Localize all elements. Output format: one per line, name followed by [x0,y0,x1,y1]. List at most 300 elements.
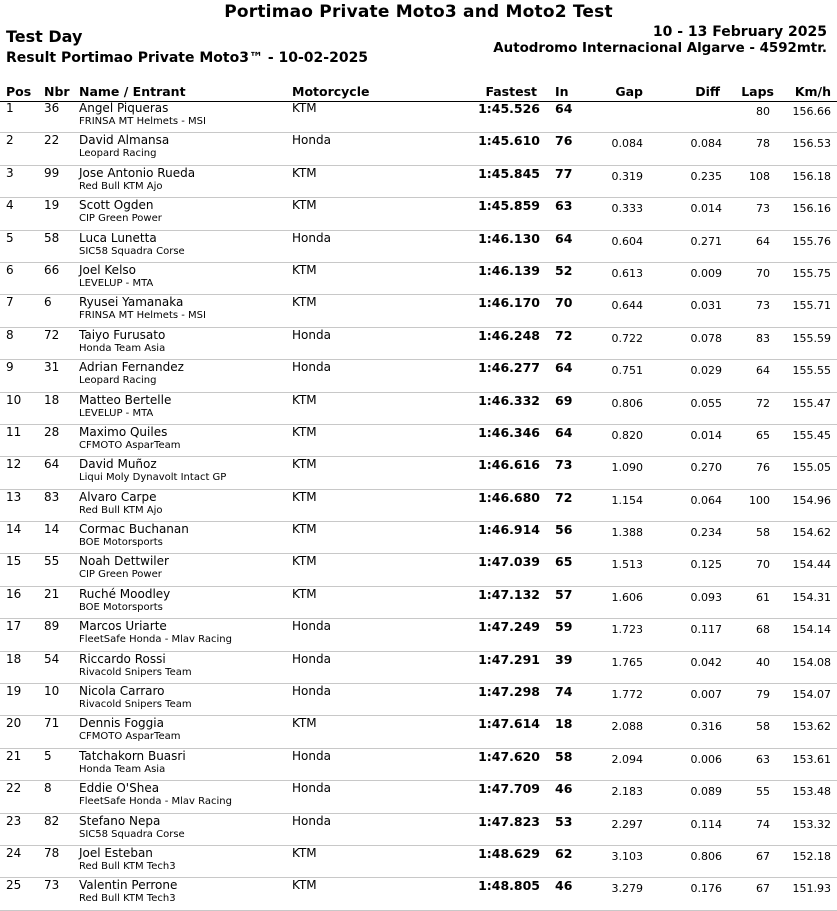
pos-cell: 8 [6,327,14,342]
entrant-name: CFMOTO AsparTeam [79,439,181,451]
motorcycle-cell: KTM [292,165,317,180]
gap-cell: 2.094 [611,752,643,766]
in-lap-cell: 70 [555,295,573,311]
motorcycle-cell: KTM [292,424,317,439]
gap-cell: 3.103 [611,849,643,863]
motorcycle-cell: KTM [292,101,317,115]
laps-cell: 58 [756,526,770,540]
entrant-name: CIP Green Power [79,569,162,581]
table-row [0,360,837,392]
gap-cell: 1.388 [611,526,643,540]
speed-cell: 154.96 [792,493,831,507]
pos-cell: 22 [6,781,22,796]
col-in: In [555,84,569,99]
table-row [0,166,837,198]
speed-cell: 154.31 [792,590,831,604]
in-lap-cell: 63 [555,198,573,214]
table-row [0,133,837,165]
table-row [0,846,837,878]
in-lap-cell: 52 [555,262,573,278]
fastest-lap-cell: 1:46.680 [478,489,540,505]
gap-cell: 0.613 [611,266,643,280]
gap-cell: 0.751 [611,364,643,378]
laps-cell: 74 [756,817,770,831]
diff-cell: 0.014 [690,428,722,442]
fastest-lap-cell: 1:47.823 [478,813,540,829]
pos-cell: 10 [6,392,22,407]
gap-cell: 0.333 [611,202,643,216]
laps-cell: 58 [756,720,770,734]
motorcycle-cell: Honda [292,360,331,375]
rider-name: Maximo Quiles [79,424,168,439]
entrant-name: LEVELUP - MTA [79,277,154,289]
entrant-name: CFMOTO AsparTeam [79,731,181,743]
speed-cell: 155.71 [792,299,831,313]
laps-cell: 55 [756,785,770,799]
speed-cell: 153.62 [792,720,831,734]
diff-cell: 0.084 [690,137,722,151]
entrant-name: FleetSafe Honda - Mlav Racing [79,634,232,646]
fastest-lap-cell: 1:46.346 [478,424,540,440]
entrant-name: Rivacold Snipers Team [79,666,192,678]
pos-cell: 13 [6,489,22,504]
table-row [0,587,837,619]
diff-cell: 0.064 [690,493,722,507]
gap-cell: 2.183 [611,785,643,799]
speed-cell: 155.75 [792,266,831,280]
motorcycle-cell: KTM [292,295,317,310]
gap-cell: 0.806 [611,396,643,410]
pos-cell: 7 [6,295,14,310]
gap-cell: 0.604 [611,234,643,248]
col-name: Name / Entrant [79,84,186,99]
pos-cell: 3 [6,165,14,180]
motorcycle-cell: Honda [292,781,331,796]
motorcycle-cell: Honda [292,651,331,666]
gap-cell: 2.297 [611,817,643,831]
diff-cell: 0.009 [690,266,722,280]
pos-cell: 1 [6,101,14,115]
speed-cell: 155.45 [792,428,831,442]
number-cell: 19 [44,198,60,213]
gap-cell: 1.154 [611,493,643,507]
in-lap-cell: 64 [555,424,573,440]
number-cell: 99 [44,165,60,180]
fastest-lap-cell: 1:45.526 [478,101,540,116]
diff-cell: 0.014 [690,202,722,216]
in-lap-cell: 53 [555,813,573,829]
table-row [0,749,837,781]
event-title: Portimao Private Moto3 and Moto2 Test [224,2,613,22]
fastest-lap-cell: 1:47.039 [478,554,540,570]
laps-cell: 65 [756,428,770,442]
event-venue: Autodromo Internacional Algarve - 4592mtr. [493,41,827,56]
speed-cell: 156.53 [792,137,831,151]
diff-cell: 0.117 [690,623,722,637]
number-cell: 22 [44,133,60,148]
gap-cell: 1.765 [611,655,643,669]
number-cell: 18 [44,392,60,407]
col-pos: Pos [6,84,32,99]
speed-cell: 151.93 [792,882,831,896]
speed-cell: 156.16 [792,202,831,216]
laps-cell: 68 [756,623,770,637]
rider-name: David Muñoz [79,457,157,472]
pos-cell: 11 [6,424,22,439]
rider-name: Angel Piqueras [79,101,169,115]
in-lap-cell: 65 [555,554,573,570]
motorcycle-cell: Honda [292,813,331,828]
rider-name: Valentin Perrone [79,878,178,893]
speed-cell: 153.48 [792,785,831,799]
table-row [0,328,837,360]
pos-cell: 9 [6,360,14,375]
speed-cell: 153.61 [792,752,831,766]
table-row [0,814,837,846]
laps-cell: 80 [756,105,770,118]
laps-cell: 73 [756,299,770,313]
entrant-name: Honda Team Asia [79,763,166,775]
diff-cell: 0.234 [690,526,722,540]
pos-cell: 21 [6,748,22,763]
col-gap: Gap [615,84,643,99]
fastest-lap-cell: 1:46.616 [478,457,540,473]
diff-cell: 0.125 [690,558,722,572]
motorcycle-cell: KTM [292,392,317,407]
table-row [0,425,837,457]
motorcycle-cell: KTM [292,522,317,537]
rider-name: Jose Antonio Rueda [79,165,196,180]
in-lap-cell: 62 [555,845,573,861]
entrant-name: Leopard Racing [79,375,157,387]
diff-cell: 0.031 [690,299,722,313]
rider-name: David Almansa [79,133,170,148]
laps-cell: 61 [756,590,770,604]
table-row [0,198,837,230]
fastest-lap-cell: 1:47.249 [478,619,540,635]
col-fastest: Fastest [485,84,537,99]
gap-cell: 1.513 [611,558,643,572]
gap-cell: 0.084 [611,137,643,151]
pos-cell: 14 [6,522,22,537]
number-cell: 21 [44,586,60,601]
rider-name: Adrian Fernandez [79,360,184,375]
motorcycle-cell: KTM [292,457,317,472]
motorcycle-cell: Honda [292,619,331,634]
entrant-name: Red Bull KTM Ajo [79,504,163,516]
table-row [0,619,837,651]
in-lap-cell: 58 [555,748,573,764]
entrant-name: Leopard Racing [79,148,157,160]
diff-cell: 0.093 [690,590,722,604]
diff-cell: 0.006 [690,752,722,766]
speed-cell: 154.44 [792,558,831,572]
fastest-lap-cell: 1:46.170 [478,295,540,311]
in-lap-cell: 46 [555,878,573,894]
rider-name: Riccardo Rossi [79,651,166,666]
in-lap-cell: 46 [555,781,573,797]
table-row [0,393,837,425]
laps-cell: 78 [756,137,770,151]
number-cell: 54 [44,651,60,666]
speed-cell: 155.76 [792,234,831,248]
fastest-lap-cell: 1:47.709 [478,781,540,797]
session-title: Test Day [6,27,83,46]
diff-cell: 0.029 [690,364,722,378]
results-table [0,101,837,911]
table-row [0,295,837,327]
number-cell: 72 [44,327,60,342]
laps-cell: 67 [756,849,770,863]
number-cell: 73 [44,878,60,893]
fastest-lap-cell: 1:47.291 [478,651,540,667]
diff-cell: 0.176 [690,882,722,896]
number-cell: 89 [44,619,60,634]
number-cell: 5 [44,748,52,763]
table-row [0,684,837,716]
number-cell: 58 [44,230,60,245]
laps-cell: 70 [756,266,770,280]
pos-cell: 18 [6,651,22,666]
in-lap-cell: 57 [555,586,573,602]
motorcycle-cell: Honda [292,684,331,699]
table-row [0,554,837,586]
fastest-lap-cell: 1:45.845 [478,165,540,181]
diff-cell: 0.806 [690,849,722,863]
in-lap-cell: 59 [555,619,573,635]
rider-name: Nicola Carraro [79,684,165,699]
gap-cell: 0.319 [611,169,643,183]
rider-name: Matteo Bertelle [79,392,172,407]
gap-cell: 1.772 [611,688,643,702]
laps-cell: 108 [749,169,770,183]
diff-cell: 0.007 [690,688,722,702]
speed-cell: 154.14 [792,623,831,637]
motorcycle-cell: KTM [292,554,317,569]
in-lap-cell: 56 [555,522,573,538]
diff-cell: 0.270 [690,461,722,475]
entrant-name: BOE Motorsports [79,537,163,549]
entrant-name: SIC58 Squadra Corse [79,828,185,840]
number-cell: 6 [44,295,52,310]
table-header [0,84,837,102]
pos-cell: 15 [6,554,22,569]
table-row [0,781,837,813]
speed-cell: 156.66 [792,105,831,118]
fastest-lap-cell: 1:46.914 [478,522,540,538]
rider-name: Ryusei Yamanaka [79,295,184,310]
fastest-lap-cell: 1:46.248 [478,327,540,343]
entrant-name: Rivacold Snipers Team [79,699,192,711]
pos-cell: 23 [6,813,22,828]
in-lap-cell: 64 [555,230,573,246]
table-row [0,490,837,522]
rider-name: Tatchakorn Buasri [79,748,186,763]
laps-cell: 63 [756,752,770,766]
table-row [0,878,837,910]
laps-cell: 70 [756,558,770,572]
speed-cell: 155.05 [792,461,831,475]
motorcycle-cell: KTM [292,586,317,601]
rider-name: Ruché Moodley [79,586,171,601]
table-row [0,101,837,133]
in-lap-cell: 72 [555,489,573,505]
number-cell: 28 [44,424,60,439]
pos-cell: 19 [6,684,22,699]
rider-name: Marcos Uriarte [79,619,167,634]
col-nbr: Nbr [44,84,70,99]
number-cell: 36 [44,101,60,115]
entrant-name: Red Bull KTM Tech3 [79,893,176,905]
fastest-lap-cell: 1:46.277 [478,360,540,376]
laps-cell: 67 [756,882,770,896]
rider-name: Dennis Foggia [79,716,164,731]
fastest-lap-cell: 1:47.614 [478,716,540,732]
fastest-lap-cell: 1:48.629 [478,845,540,861]
fastest-lap-cell: 1:47.132 [478,586,540,602]
entrant-name: FRINSA MT Helmets - MSI [79,116,206,127]
fastest-lap-cell: 1:48.805 [478,878,540,894]
laps-cell: 76 [756,461,770,475]
speed-cell: 154.08 [792,655,831,669]
speed-cell: 154.62 [792,526,831,540]
diff-cell: 0.235 [690,169,722,183]
in-lap-cell: 77 [555,165,573,181]
gap-cell: 2.088 [611,720,643,734]
motorcycle-cell: Honda [292,748,331,763]
in-lap-cell: 76 [555,133,573,149]
motorcycle-cell: Honda [292,327,331,342]
pos-cell: 12 [6,457,22,472]
number-cell: 82 [44,813,60,828]
speed-cell: 154.07 [792,688,831,702]
fastest-lap-cell: 1:45.859 [478,198,540,214]
pos-cell: 16 [6,586,22,601]
entrant-name: FleetSafe Honda - Mlav Racing [79,796,232,808]
pos-cell: 2 [6,133,14,148]
speed-cell: 155.59 [792,331,831,345]
pos-cell: 24 [6,845,22,860]
gap-cell: 0.722 [611,331,643,345]
in-lap-cell: 64 [555,101,573,116]
pos-cell: 25 [6,878,22,893]
entrant-name: Red Bull KTM Ajo [79,180,163,192]
fastest-lap-cell: 1:47.298 [478,684,540,700]
motorcycle-cell: Honda [292,133,331,148]
entrant-name: CIP Green Power [79,213,162,225]
number-cell: 64 [44,457,60,472]
diff-cell: 0.316 [690,720,722,734]
pos-cell: 5 [6,230,14,245]
in-lap-cell: 69 [555,392,573,408]
speed-cell: 153.32 [792,817,831,831]
in-lap-cell: 39 [555,651,573,667]
gap-cell: 3.279 [611,882,643,896]
gap-cell: 1.723 [611,623,643,637]
table-row [0,263,837,295]
event-dates: 10 - 13 February 2025 [652,24,827,40]
rider-name: Eddie O'Shea [79,781,160,796]
rider-name: Taiyo Furusato [79,327,166,342]
rider-name: Alvaro Carpe [79,489,157,504]
in-lap-cell: 64 [555,360,573,376]
entrant-name: Honda Team Asia [79,342,166,354]
gap-cell: 1.606 [611,590,643,604]
pos-cell: 17 [6,619,22,634]
in-lap-cell: 74 [555,684,573,700]
in-lap-cell: 72 [555,327,573,343]
motorcycle-cell: KTM [292,198,317,213]
gap-cell: 1.090 [611,461,643,475]
number-cell: 66 [44,262,60,277]
gap-cell: 0.820 [611,428,643,442]
rider-name: Stefano Nepa [79,813,161,828]
laps-cell: 83 [756,331,770,345]
speed-cell: 152.18 [792,849,831,863]
pos-cell: 20 [6,716,22,731]
col-kmh: Km/h [794,84,831,99]
number-cell: 8 [44,781,52,796]
diff-cell: 0.089 [690,785,722,799]
motorcycle-cell: KTM [292,716,317,731]
number-cell: 31 [44,360,60,375]
number-cell: 71 [44,716,60,731]
fastest-lap-cell: 1:45.610 [478,133,540,149]
number-cell: 78 [44,845,60,860]
motorcycle-cell: KTM [292,489,317,504]
number-cell: 55 [44,554,60,569]
diff-cell: 0.055 [690,396,722,410]
rider-name: Scott Ogden [79,198,154,213]
entrant-name: LEVELUP - MTA [79,407,154,419]
entrant-name: SIC58 Squadra Corse [79,245,185,257]
table-row [0,522,837,554]
diff-cell: 0.271 [690,234,722,248]
number-cell: 14 [44,522,60,537]
fastest-lap-cell: 1:46.139 [478,262,540,278]
laps-cell: 79 [756,688,770,702]
laps-cell: 40 [756,655,770,669]
motorcycle-cell: KTM [292,878,317,893]
fastest-lap-cell: 1:46.332 [478,392,540,408]
speed-cell: 155.55 [792,364,831,378]
table-row [0,231,837,263]
table-row [0,652,837,684]
speed-cell: 155.47 [792,396,831,410]
diff-cell: 0.042 [690,655,722,669]
entrant-name: BOE Motorsports [79,601,163,613]
motorcycle-cell: KTM [292,845,317,860]
motorcycle-cell: Honda [292,230,331,245]
col-diff: Diff [695,84,720,99]
laps-cell: 73 [756,202,770,216]
laps-cell: 64 [756,364,770,378]
pos-cell: 6 [6,262,14,277]
table-row [0,457,837,489]
speed-cell: 156.18 [792,169,831,183]
gap-cell: 0.644 [611,299,643,313]
col-laps: Laps [741,84,774,99]
in-lap-cell: 18 [555,716,573,732]
result-title: Result Portimao Private Moto3™ - 10-02-2025 [6,50,369,66]
col-motorcycle: Motorcycle [292,84,370,99]
number-cell: 83 [44,489,60,504]
number-cell: 10 [44,684,60,699]
diff-cell: 0.078 [690,331,722,345]
entrant-name: Liqui Moly Dynavolt Intact GP [79,472,227,484]
laps-cell: 64 [756,234,770,248]
diff-cell: 0.114 [690,817,722,831]
